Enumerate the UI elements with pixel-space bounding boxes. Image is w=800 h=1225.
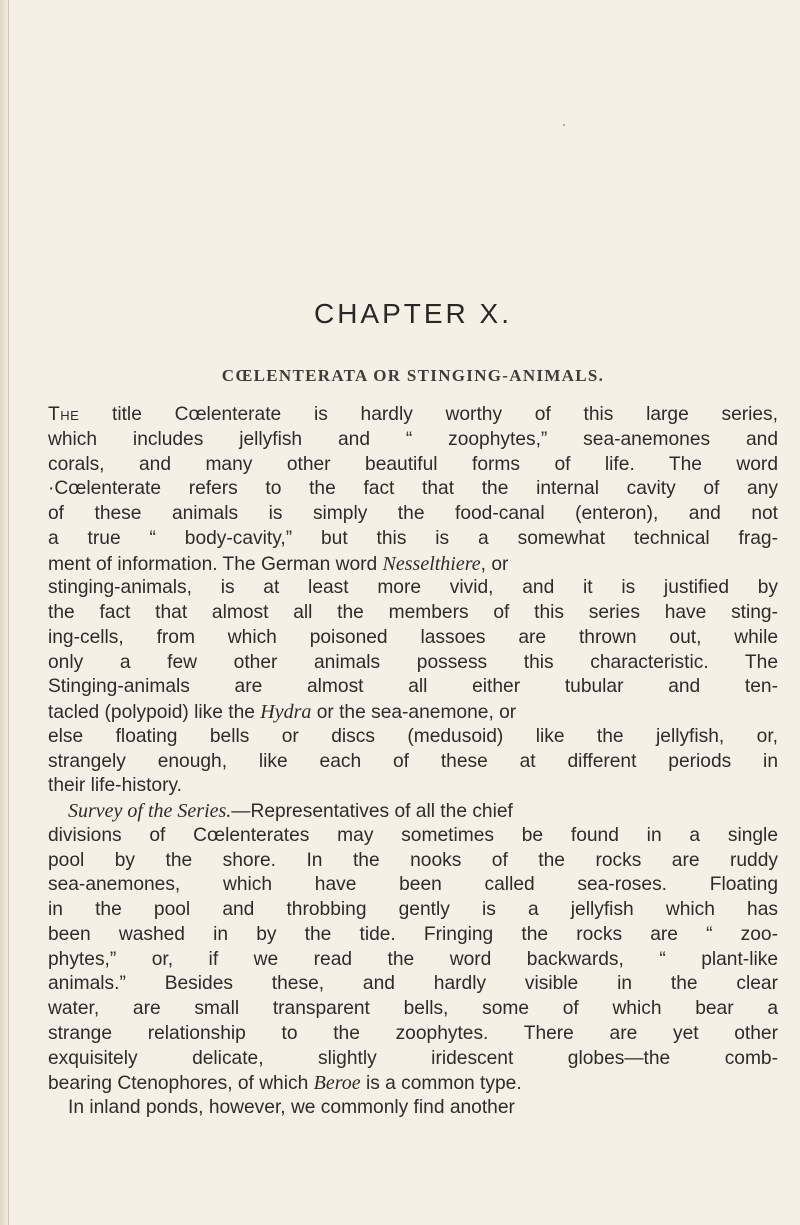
chapter-subtitle: CŒLENTERATA OR STINGING-ANIMALS. bbox=[221, 366, 605, 385]
text-line: only a few other animals possess this characteristic. The bbox=[48, 651, 778, 673]
text-line: strange relationship to the zoophytes. There are yet other bbox=[48, 1022, 778, 1044]
text-line: their life-history. bbox=[48, 775, 182, 797]
paper-speck bbox=[563, 124, 565, 126]
paragraph-2 bbox=[48, 799, 778, 1096]
text-line: Survey of the Series.—Representatives of all the chief bbox=[68, 800, 513, 822]
text-line: been washed in by the tide. Fringing the rocks are “ zoo- bbox=[48, 923, 778, 945]
text-line: in the pool and throbbing gently is a jellyfish which has bbox=[48, 899, 778, 920]
text-line: which includes jellyfish and “ zoophytes,” sea-anemones and bbox=[48, 428, 778, 450]
text-line: corals, and many other beautiful forms of life. The word bbox=[48, 453, 778, 475]
text-line: animals.” Besides these, and hardly visible in the clear bbox=[48, 973, 778, 995]
paragraph-3 bbox=[48, 1096, 778, 1121]
section-heading: Survey of the Series. bbox=[68, 800, 232, 822]
paragraph-1 bbox=[48, 403, 778, 799]
text-line: exquisitely delicate, slightly iridescent globes—the comb- bbox=[48, 1047, 778, 1069]
text-line: sea-anemones, which have been called sea-roses. Floating bbox=[48, 874, 778, 896]
text-line: ment of information. The German word Nesselthiere, or bbox=[48, 552, 509, 575]
italic-term: Beroe bbox=[313, 1072, 361, 1095]
text-line: The title Cœlenterate is hardly worthy of this large series, bbox=[48, 404, 778, 425]
text-line: tacled (polypoid) like the Hydra or the sea-anemone, or bbox=[48, 701, 517, 723]
text-line: Stinging-animals are almost all either tubular and ten- bbox=[48, 676, 778, 698]
text-line: ing-cells, from which poisoned lassoes are thrown out, while bbox=[48, 626, 778, 648]
text-line: bearing Ctenophores, of which Beroe is a common type. bbox=[48, 1072, 522, 1095]
page-binding-line bbox=[8, 0, 9, 1225]
text-line: the fact that almost all the members of this series have sting- bbox=[48, 602, 778, 623]
text-line: water, are small transparent bells, some of which bear a bbox=[48, 998, 778, 1019]
text-line: In inland ponds, however, we commonly find another bbox=[68, 1097, 515, 1118]
text-line: ·Cœlenterate refers to the fact that the internal cavity of any bbox=[48, 478, 778, 500]
text-line: stinging-animals, is at least more vivid, and it is justified by bbox=[48, 577, 778, 599]
text-line: divisions of Cœlenterates may sometimes be found in a single bbox=[48, 824, 778, 846]
body-text bbox=[48, 403, 778, 1121]
text-line: strangely enough, like each of these at different periods in bbox=[48, 750, 778, 772]
italic-term: Nesselthiere bbox=[382, 552, 481, 575]
italic-term: Hydra bbox=[260, 701, 312, 723]
text-line: pool by the shore. In the nooks of the rocks are ruddy bbox=[48, 849, 778, 871]
chapter-title: CHAPTER X. bbox=[313, 298, 513, 329]
text-line: of these animals is simply the food-canal (enteron), and not bbox=[48, 503, 778, 524]
text-line: a true “ body-cavity,” but this is a somewhat technical frag- bbox=[48, 527, 778, 549]
text-line: phytes,” or, if we read the word backwards, “ plant-like bbox=[48, 948, 778, 970]
drop-first-word: The bbox=[48, 404, 80, 425]
text-line: else floating bells or discs (medusoid) like the jellyfish, or, bbox=[48, 725, 778, 747]
